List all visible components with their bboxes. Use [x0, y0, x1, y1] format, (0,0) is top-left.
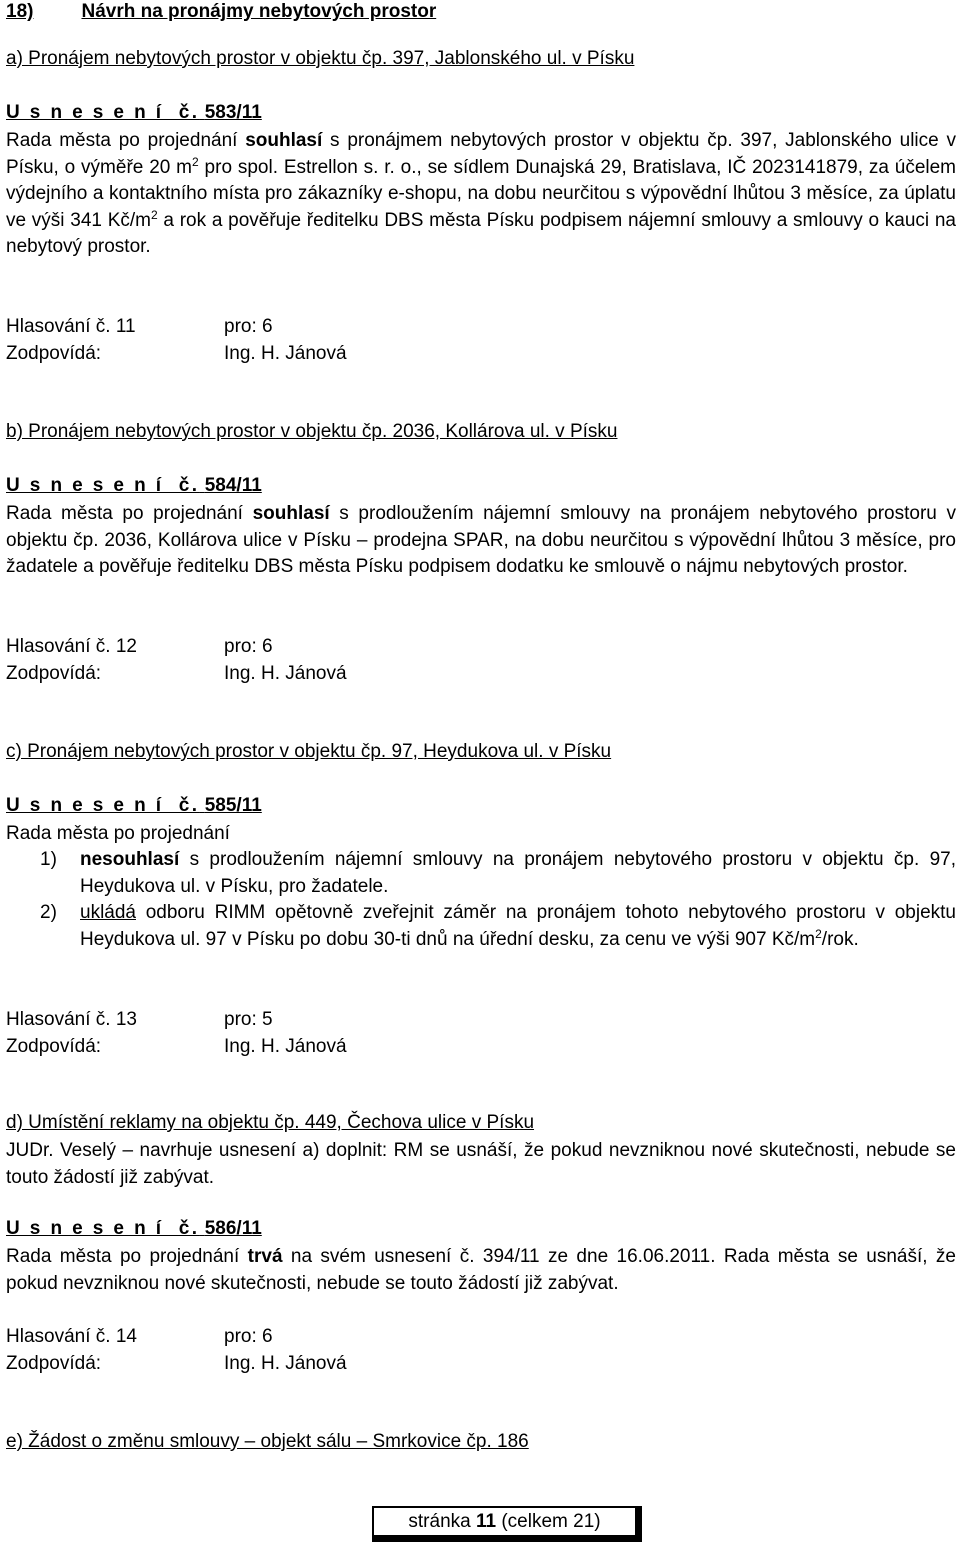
item-a-title: a) Pronájem nebytových prostor v objektu čp. 397, Jablonského ul. v Písku [6, 48, 635, 69]
vote-a [6, 314, 347, 367]
item-d-title: d) Umístění reklamy na objektu čp. 449, Čechova ulice v Písku [6, 1112, 535, 1133]
resolution-c-label: U s n e s e n í č. 585/11 [6, 795, 262, 816]
resolution-c-intro: Rada města po projednání [6, 823, 230, 844]
resolution-d-text: Rada města po projednání trvá na svém usnesení č. 394/11 ze dne 16.06.2011. Rada města se usnáší, že pokud nevzniknou nové skutečnosti, nebude se touto žádostí již zabývat. [6, 1246, 956, 1294]
vote-b: Hlasování č. 12 pro: 6 Zodpovídá: Ing. H. Jánová [6, 636, 347, 684]
item-d-note: JUDr. Veselý – navrhuje usnesení a) doplnit: RM se usnáší, že pokud nevzniknou nové skutečnosti, nebude se touto žádostí již zabývat. [6, 1140, 956, 1188]
item-c-title: c) Pronájem nebytových prostor v objektu čp. 97, Heydukova ul. v Písku [6, 741, 612, 762]
responsible-name: Ing. H. Jánová [224, 342, 347, 364]
vote-label: Hlasování č. 11 [6, 316, 136, 337]
vote-pro: pro: 6 [224, 316, 273, 337]
resolution-b-text: Rada města po projednání souhlasí s prodloužením nájemní smlouvy na pronájem nebytového prostoru v objektu čp. 2036, Kollárova ulice v Písku – prodejna SPAR, na dobu neurčitou s výpovědní lhůtou 3 měsíce, pro žadatele a pověřuje ředitelku DBS města Písku podpisem dodatku ke smlouvě o nájmu nebytových prostor. [6, 503, 956, 578]
item-e-title: e) Žádost o změnu smlouvy – objekt sálu – Smrkovice čp. 186 [6, 1431, 529, 1452]
vote-d: Hlasování č. 14 pro: 6 Zodpovídá: Ing. H. Jánová [6, 1326, 347, 1374]
list-item: 2) ukládá odboru RIMM opětovně zveřejnit záměr na pronájem tohoto nebytového prostoru v objektu Heydukova ul. 97 v Písku po dobu 30-ti dnů na úřední desku, za cenu ve výši 907 $Kč/m^2$/rok. [40, 902, 956, 950]
resolution-a-text: Rada města po projednání souhlasí s pronájmem nebytových prostor v objektu čp. 397, Jablonského ulice v Písku, o výměře 20 $m^2$ pro spol. Estrellon s. r. o., se sídlem Dunajská 29, Bratislava, IČ 2023141879, za účelem výdejního a kontaktního místa pro zákazníky e-shopu, na dobu neurčitou s výpovědní lhůtou 3 měsíce, za úplatu ve výši 341 $Kč/m^2$ a rok a pověřuje ředitelku DBS města Písku podpisem nájemní smlouvy a smlouvy o kauci na nebytový prostor. [6, 130, 957, 258]
page-number: 11 [475, 1511, 497, 1532]
resolution-b-label: U s n e s e n í č. 584/11 [6, 475, 262, 496]
section-heading [6, 0, 516, 25]
page-footer: stránka 11 (celkem 21) [372, 1506, 642, 1542]
resolution-number: 583/11 [204, 102, 262, 123]
resolution-d-label: U s n e s e n í č. 586/11 [6, 1218, 262, 1239]
responsible-label: Zodpovídá: [6, 342, 102, 364]
section-title: Návrh na pronájmy nebytových prostor [81, 1, 437, 22]
section-number: 18) [6, 1, 34, 22]
list-item: 1) nesouhlasí s prodloužením nájemní smlouvy na pronájem nebytového prostoru v objektu čp. 97, Heydukova ul. v Písku, pro žadatele. [40, 849, 956, 897]
resolution-word: U s n e s e n í č. [6, 102, 200, 123]
vote-c: Hlasování č. 13 pro: 5 Zodpovídá: Ing. H. Jánová [6, 1009, 347, 1057]
resolution-c-items [6, 847, 956, 953]
verb-souhlasi: souhlasí [245, 130, 323, 151]
item-b-title: b) Pronájem nebytových prostor v objektu čp. 2036, Kollárova ul. v Písku [6, 421, 618, 442]
resolution-a-label [6, 102, 262, 124]
